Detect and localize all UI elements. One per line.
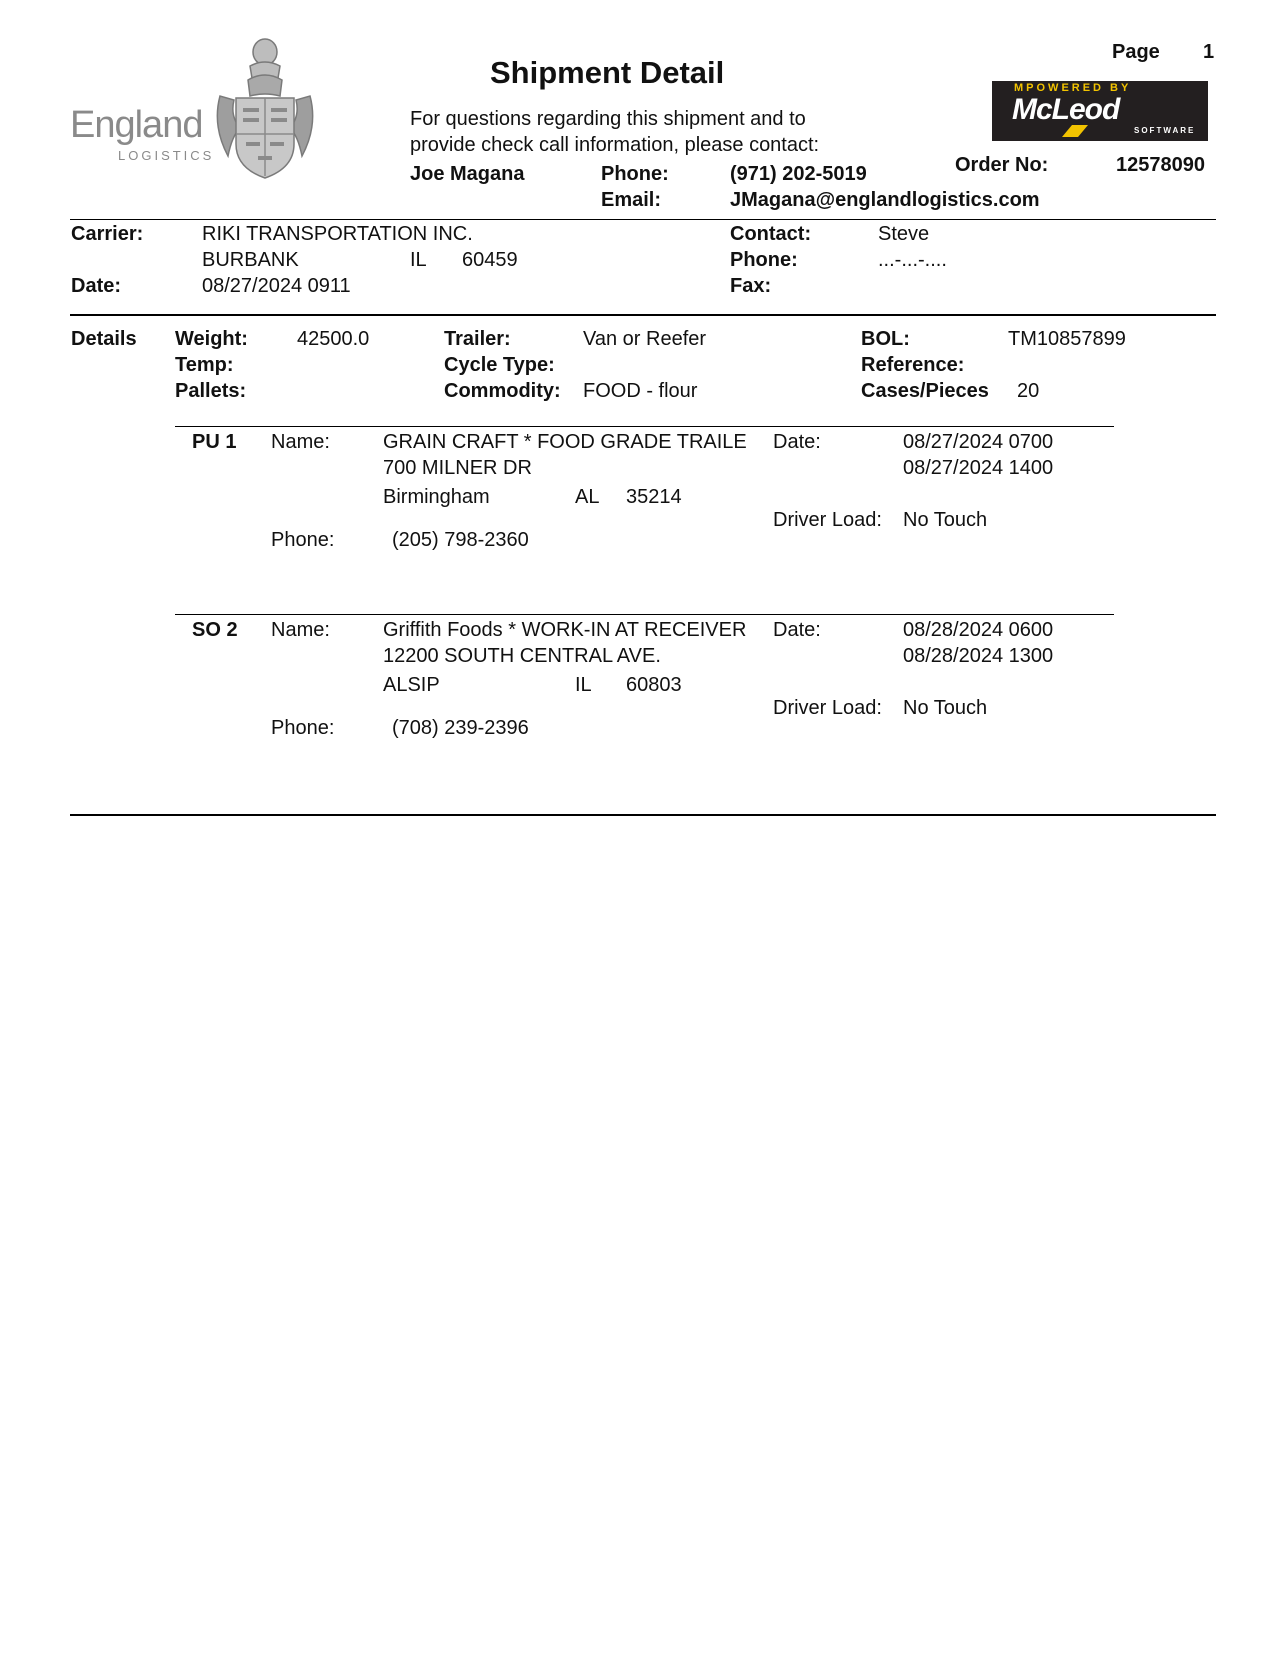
stop-date-label: Date: bbox=[773, 619, 821, 641]
carrier-name: RIKI TRANSPORTATION INC. bbox=[202, 223, 473, 245]
stop-zip: 35214 bbox=[626, 486, 682, 508]
trailer-value: Van or Reefer bbox=[583, 328, 707, 350]
stop-name-label: Name: bbox=[271, 431, 330, 453]
temp-label: Temp: bbox=[175, 354, 234, 376]
contact-email-label: Email: bbox=[601, 189, 662, 211]
stop-city: Birmingham bbox=[383, 486, 490, 508]
stop-phone: (205) 798-2360 bbox=[392, 529, 529, 551]
stop-date-to: 08/27/2024 1400 bbox=[903, 457, 1054, 479]
reference-label: Reference: bbox=[861, 354, 965, 376]
stop-driver-load: No Touch bbox=[903, 509, 988, 531]
stop-name-label: Name: bbox=[271, 619, 330, 641]
divider-header bbox=[70, 219, 1216, 220]
commodity-value: FOOD - flour bbox=[583, 380, 698, 402]
page-label: Page bbox=[1112, 41, 1160, 63]
cycle-type-label: Cycle Type: bbox=[444, 354, 555, 376]
order-number-label: Order No: bbox=[955, 154, 1049, 176]
stop-name: GRAIN CRAFT * FOOD GRADE TRAILE bbox=[383, 431, 747, 453]
carrier-contact: Steve bbox=[878, 223, 930, 245]
carrier-phone: ...-...-.... bbox=[878, 249, 947, 271]
stop-phone: (708) 239-2396 bbox=[392, 717, 529, 739]
stop-driver-load: No Touch bbox=[903, 697, 988, 719]
carrier-zip: 60459 bbox=[462, 249, 518, 271]
stop-address: 12200 SOUTH CENTRAL AVE. bbox=[383, 645, 661, 667]
stop-city: ALSIP bbox=[383, 674, 440, 696]
trailer-label: Trailer: bbox=[444, 328, 511, 350]
stop-code: PU 1 bbox=[192, 431, 237, 453]
contact-email[interactable]: JMagana@englandlogistics.com bbox=[730, 189, 1040, 211]
mcleod-subtitle: SOFTWARE bbox=[1134, 126, 1196, 135]
contact-name: Joe Magana bbox=[410, 163, 525, 185]
stop-state: AL bbox=[575, 486, 600, 508]
mcleod-wordmark: McLeod bbox=[1012, 93, 1120, 126]
pallets-label: Pallets: bbox=[175, 380, 247, 402]
weight-value: 42500.0 bbox=[297, 328, 370, 350]
stop-zip: 60803 bbox=[626, 674, 682, 696]
mcleod-logo bbox=[992, 81, 1208, 141]
crest-icon bbox=[210, 36, 320, 181]
stop-phone-label: Phone: bbox=[271, 529, 335, 551]
stop-date-label: Date: bbox=[773, 431, 821, 453]
divider-stop-2 bbox=[175, 614, 1114, 615]
page-number: 1 bbox=[1203, 41, 1215, 63]
divider-carrier bbox=[70, 314, 1216, 316]
carrier-date-label: Date: bbox=[71, 275, 122, 297]
questions-line-1: For questions regarding this shipment and to bbox=[410, 108, 806, 130]
commodity-label: Commodity: bbox=[444, 380, 561, 402]
carrier-state: IL bbox=[410, 249, 427, 271]
carrier-city: BURBANK bbox=[202, 249, 299, 271]
stop-driver-load-label: Driver Load: bbox=[773, 697, 882, 719]
bol-label: BOL: bbox=[861, 328, 910, 350]
carrier-label: Carrier: bbox=[71, 223, 144, 245]
cases-pieces-label: Cases/Pieces bbox=[861, 380, 989, 402]
divider-stop-1 bbox=[175, 426, 1114, 427]
stop-driver-load-label: Driver Load: bbox=[773, 509, 882, 531]
order-number: 12578090 bbox=[1116, 154, 1205, 176]
cases-pieces-value: 20 bbox=[1017, 380, 1040, 402]
carrier-phone-label: Phone: bbox=[730, 249, 798, 271]
stop-phone-label: Phone: bbox=[271, 717, 335, 739]
bol-value: TM10857899 bbox=[1008, 328, 1126, 350]
carrier-fax-label: Fax: bbox=[730, 275, 772, 297]
stop-date-from: 08/28/2024 0600 bbox=[903, 619, 1054, 641]
england-logo-subtitle: LOGISTICS bbox=[118, 148, 215, 163]
stop-name: Griffith Foods * WORK-IN AT RECEIVER bbox=[383, 619, 747, 641]
contact-phone-label: Phone: bbox=[601, 163, 669, 185]
details-section-label: Details bbox=[71, 328, 137, 350]
powered-by-label: MPOWERED BY bbox=[1014, 82, 1132, 94]
stop-date-from: 08/27/2024 0700 bbox=[903, 431, 1054, 453]
page-title: Shipment Detail bbox=[490, 55, 725, 90]
questions-line-2: provide check call information, please contact: bbox=[410, 134, 820, 156]
stop-code: SO 2 bbox=[192, 619, 238, 641]
stop-address: 700 MILNER DR bbox=[383, 457, 532, 479]
carrier-date: 08/27/2024 0911 bbox=[202, 275, 351, 297]
stop-date-to: 08/28/2024 1300 bbox=[903, 645, 1054, 667]
weight-label: Weight: bbox=[175, 328, 248, 350]
england-logo-wordmark: England bbox=[70, 104, 203, 146]
contact-phone[interactable]: (971) 202-5019 bbox=[730, 163, 867, 185]
carrier-contact-label: Contact: bbox=[730, 223, 812, 245]
divider-footer bbox=[70, 814, 1216, 816]
stop-state: IL bbox=[575, 674, 592, 696]
